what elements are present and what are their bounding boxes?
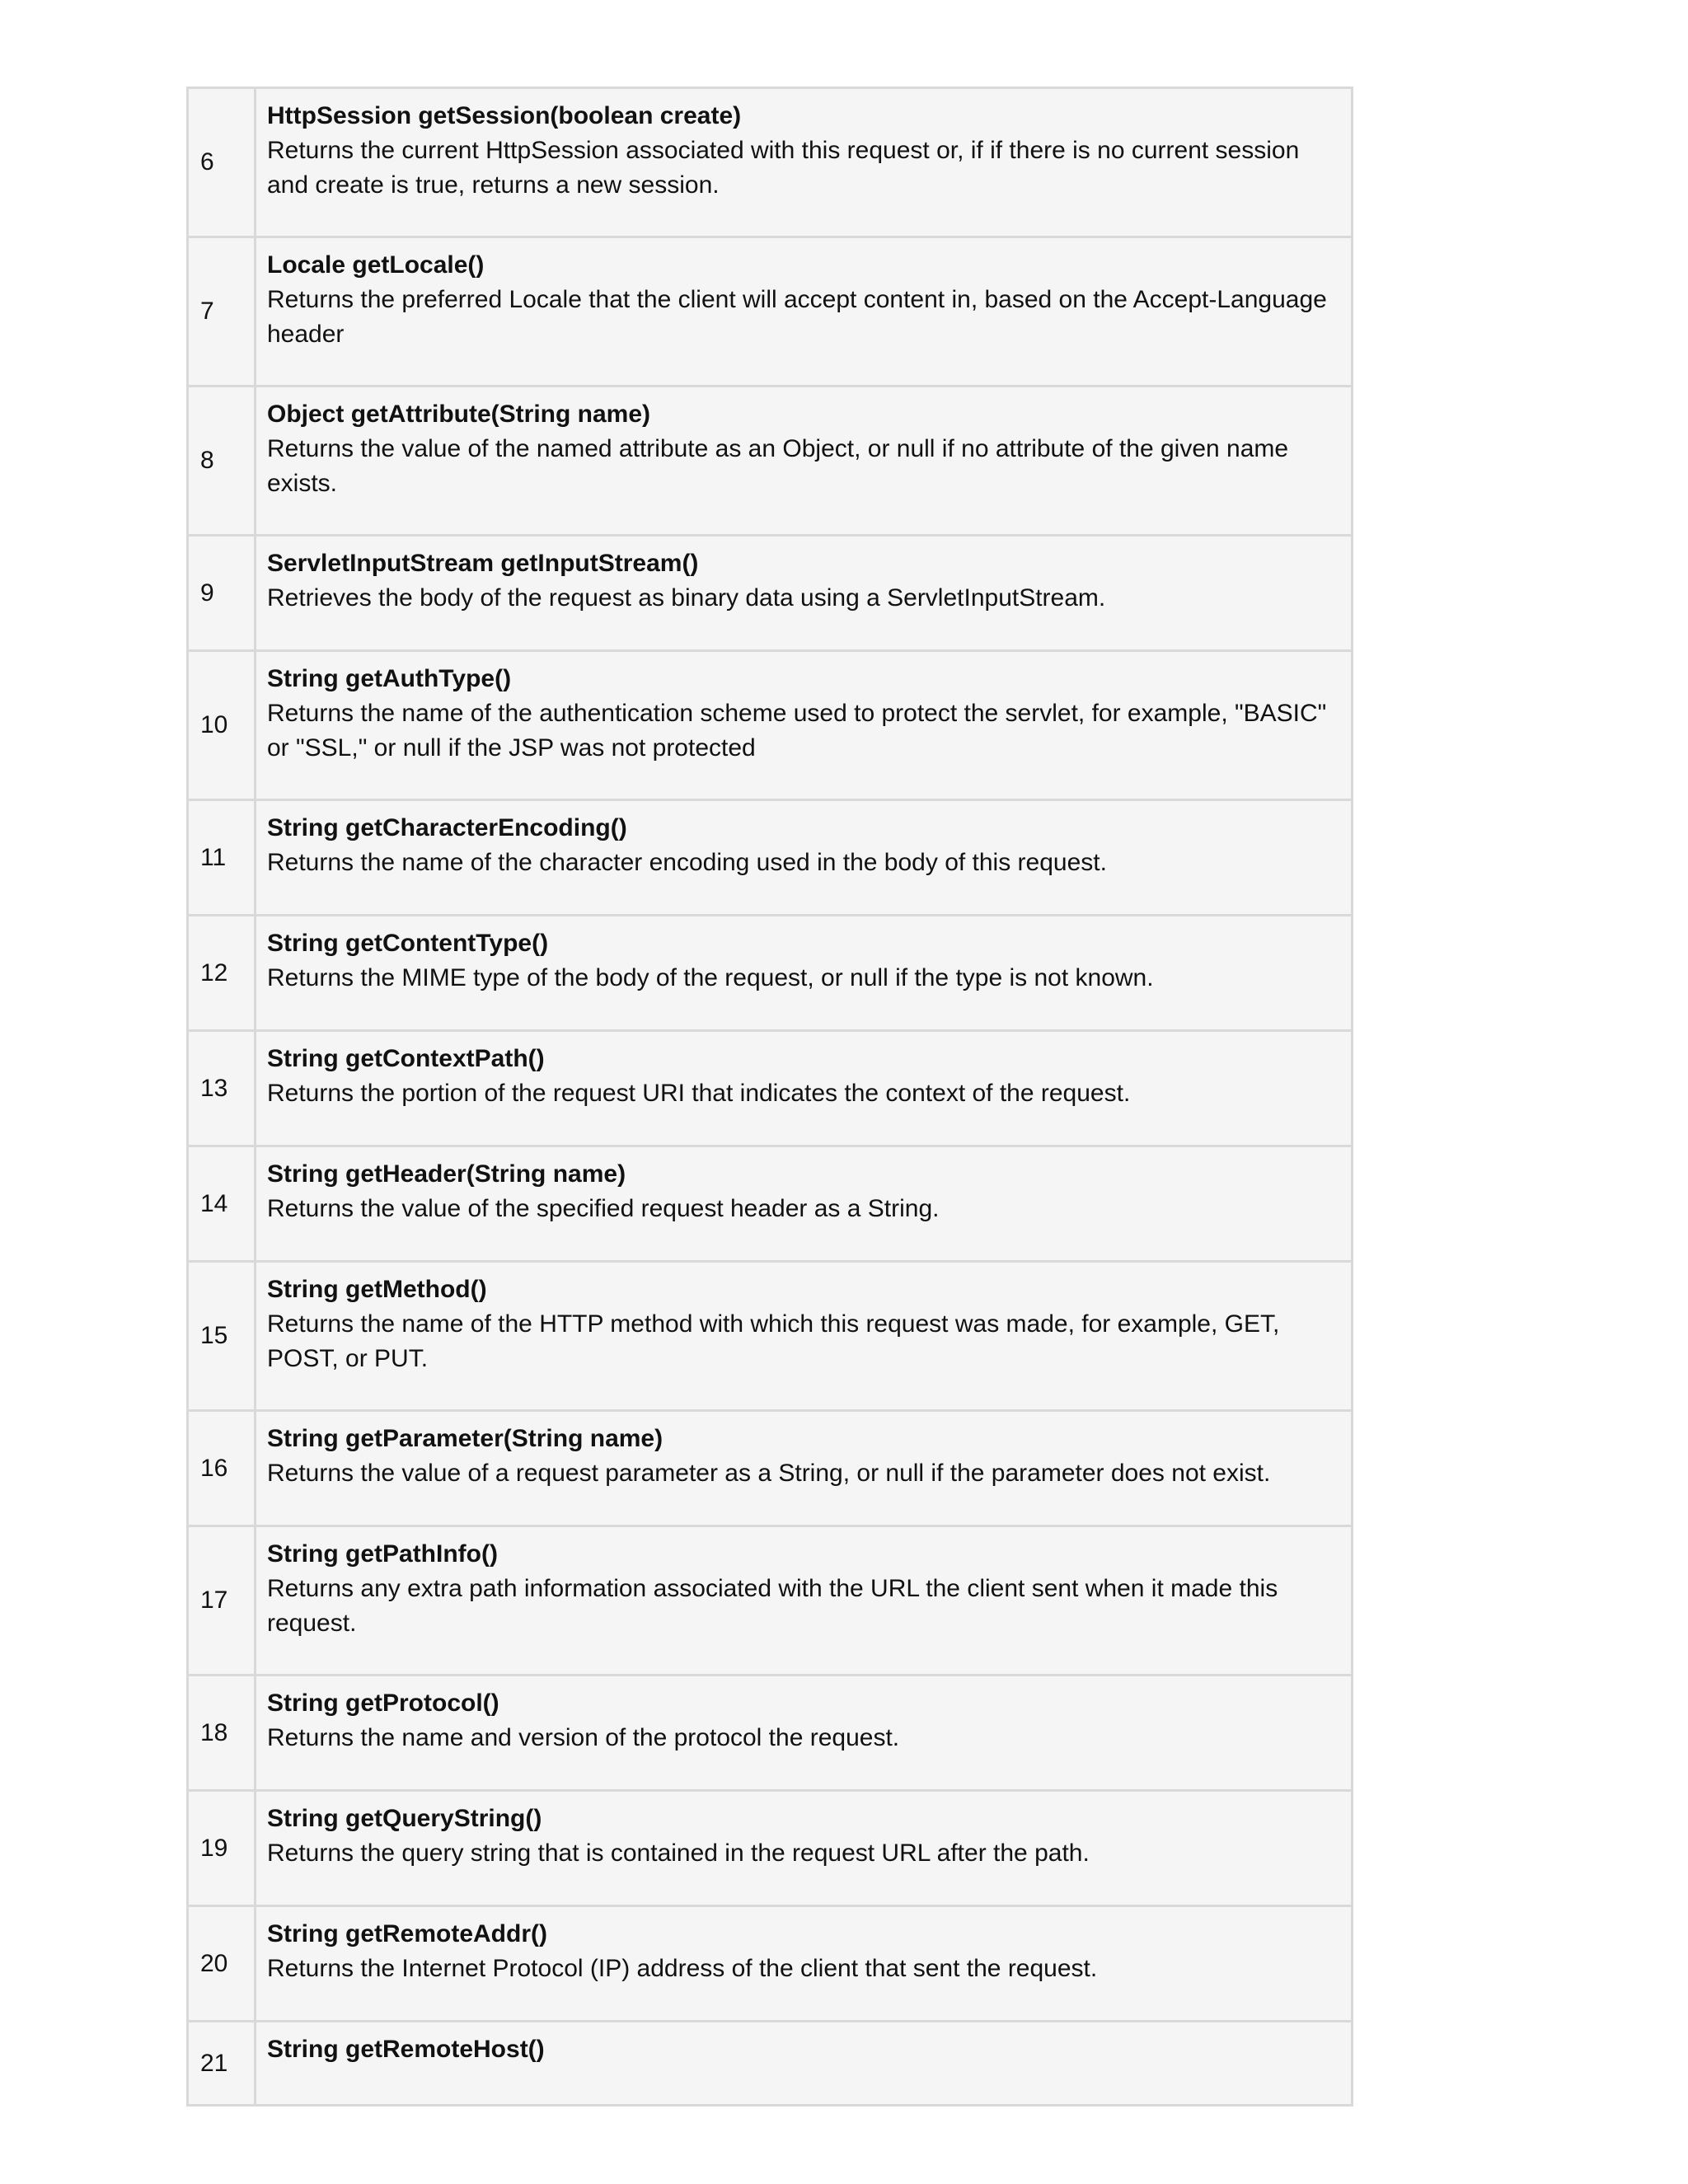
row-number: 15 xyxy=(188,1262,256,1411)
method-signature: Locale getLocale() xyxy=(267,251,485,279)
method-cell xyxy=(256,1146,1353,1262)
table-row xyxy=(188,651,1353,800)
table-row xyxy=(188,237,1353,387)
method-description: Returns the name of the character encoding used in the body of this request. xyxy=(267,849,1107,876)
method-cell xyxy=(256,1791,1353,1906)
method-description: Returns the value of the named attribute as an Object, or null if no attribute of the given name exists. xyxy=(267,435,1289,497)
row-number: 18 xyxy=(188,1675,256,1791)
method-signature: String getQueryString() xyxy=(267,1805,542,1832)
method-cell xyxy=(256,1675,1353,1791)
method-description: Returns the Internet Protocol (IP) address of the client that sent the request. xyxy=(267,1955,1098,1982)
method-cell xyxy=(256,800,1353,916)
row-number: 19 xyxy=(188,1791,256,1906)
method-description: Returns the query string that is contained in the request URL after the path. xyxy=(267,1840,1090,1867)
table-row xyxy=(188,1146,1353,1262)
row-number: 13 xyxy=(188,1031,256,1146)
method-signature: ServletInputStream getInputStream() xyxy=(267,550,699,577)
method-cell xyxy=(256,916,1353,1031)
method-signature: String getRemoteHost() xyxy=(267,2036,545,2063)
row-number: 9 xyxy=(188,536,256,651)
table-row xyxy=(188,1675,1353,1791)
row-number: 11 xyxy=(188,800,256,916)
row-number: 16 xyxy=(188,1411,256,1526)
table-row xyxy=(188,1411,1353,1526)
method-description: Returns the preferred Locale that the client will accept content in, based on the Accept-Language header xyxy=(267,286,1327,348)
method-signature: Object getAttribute(String name) xyxy=(267,401,651,428)
row-number: 10 xyxy=(188,651,256,800)
row-number: 8 xyxy=(188,387,256,536)
row-number: 17 xyxy=(188,1526,256,1675)
method-signature: String getAuthType() xyxy=(267,665,512,692)
row-number: 21 xyxy=(188,2022,256,2106)
table-row xyxy=(188,387,1353,536)
method-table xyxy=(186,87,1353,2107)
method-description: Returns the name of the authentication scheme used to protect the servlet, for example, "BASIC" or "SSL," or null if the JSP was not protected xyxy=(267,700,1327,762)
row-number: 20 xyxy=(188,1906,256,2022)
method-description: Returns the value of the specified request header as a String. xyxy=(267,1195,940,1222)
method-signature: String getParameter(String name) xyxy=(267,1425,663,1452)
table-row xyxy=(188,800,1353,916)
method-cell xyxy=(256,88,1353,237)
method-description: Returns any extra path information associated with the URL the client sent when it made this request. xyxy=(267,1575,1278,1637)
table-row xyxy=(188,88,1353,237)
method-signature: String getProtocol() xyxy=(267,1690,499,1717)
method-description: Returns the current HttpSession associated with this request or, if if there is no current session and create is true, returns a new session. xyxy=(267,137,1300,199)
method-cell xyxy=(256,536,1353,651)
method-cell xyxy=(256,1031,1353,1146)
method-signature: String getHeader(String name) xyxy=(267,1160,626,1188)
method-cell xyxy=(256,237,1353,387)
method-signature: String getContextPath() xyxy=(267,1045,545,1072)
row-number: 14 xyxy=(188,1146,256,1262)
table-row xyxy=(188,1262,1353,1411)
method-signature: String getContentType() xyxy=(267,930,549,957)
table-row xyxy=(188,916,1353,1031)
method-description: Retrieves the body of the request as binary data using a ServletInputStream. xyxy=(267,584,1106,612)
table-row xyxy=(188,536,1353,651)
method-description: Returns the MIME type of the body of the request, or null if the type is not known. xyxy=(267,964,1154,991)
method-description: Returns the value of a request parameter as a String, or null if the parameter does not exist. xyxy=(267,1460,1271,1487)
method-signature: String getMethod() xyxy=(267,1276,487,1303)
row-number: 6 xyxy=(188,88,256,237)
method-cell xyxy=(256,387,1353,536)
method-description: Returns the portion of the request URI that indicates the context of the request. xyxy=(267,1080,1131,1107)
method-cell xyxy=(256,1906,1353,2022)
method-description: Returns the name and version of the protocol the request. xyxy=(267,1724,900,1751)
method-cell xyxy=(256,2022,1353,2106)
table-row xyxy=(188,2022,1353,2106)
method-signature: HttpSession getSession(boolean create) xyxy=(267,102,742,129)
table-row xyxy=(188,1906,1353,2022)
method-description: Returns the name of the HTTP method with which this request was made, for example, GET, POST, or PUT. xyxy=(267,1310,1280,1372)
method-cell xyxy=(256,1262,1353,1411)
method-signature: String getCharacterEncoding() xyxy=(267,814,627,841)
table-row xyxy=(188,1031,1353,1146)
method-signature: String getPathInfo() xyxy=(267,1540,498,1568)
method-cell xyxy=(256,1526,1353,1675)
row-number: 7 xyxy=(188,237,256,387)
method-signature: String getRemoteAddr() xyxy=(267,1920,547,1947)
table-row xyxy=(188,1526,1353,1675)
method-cell xyxy=(256,651,1353,800)
row-number: 12 xyxy=(188,916,256,1031)
method-cell xyxy=(256,1411,1353,1526)
table-row xyxy=(188,1791,1353,1906)
